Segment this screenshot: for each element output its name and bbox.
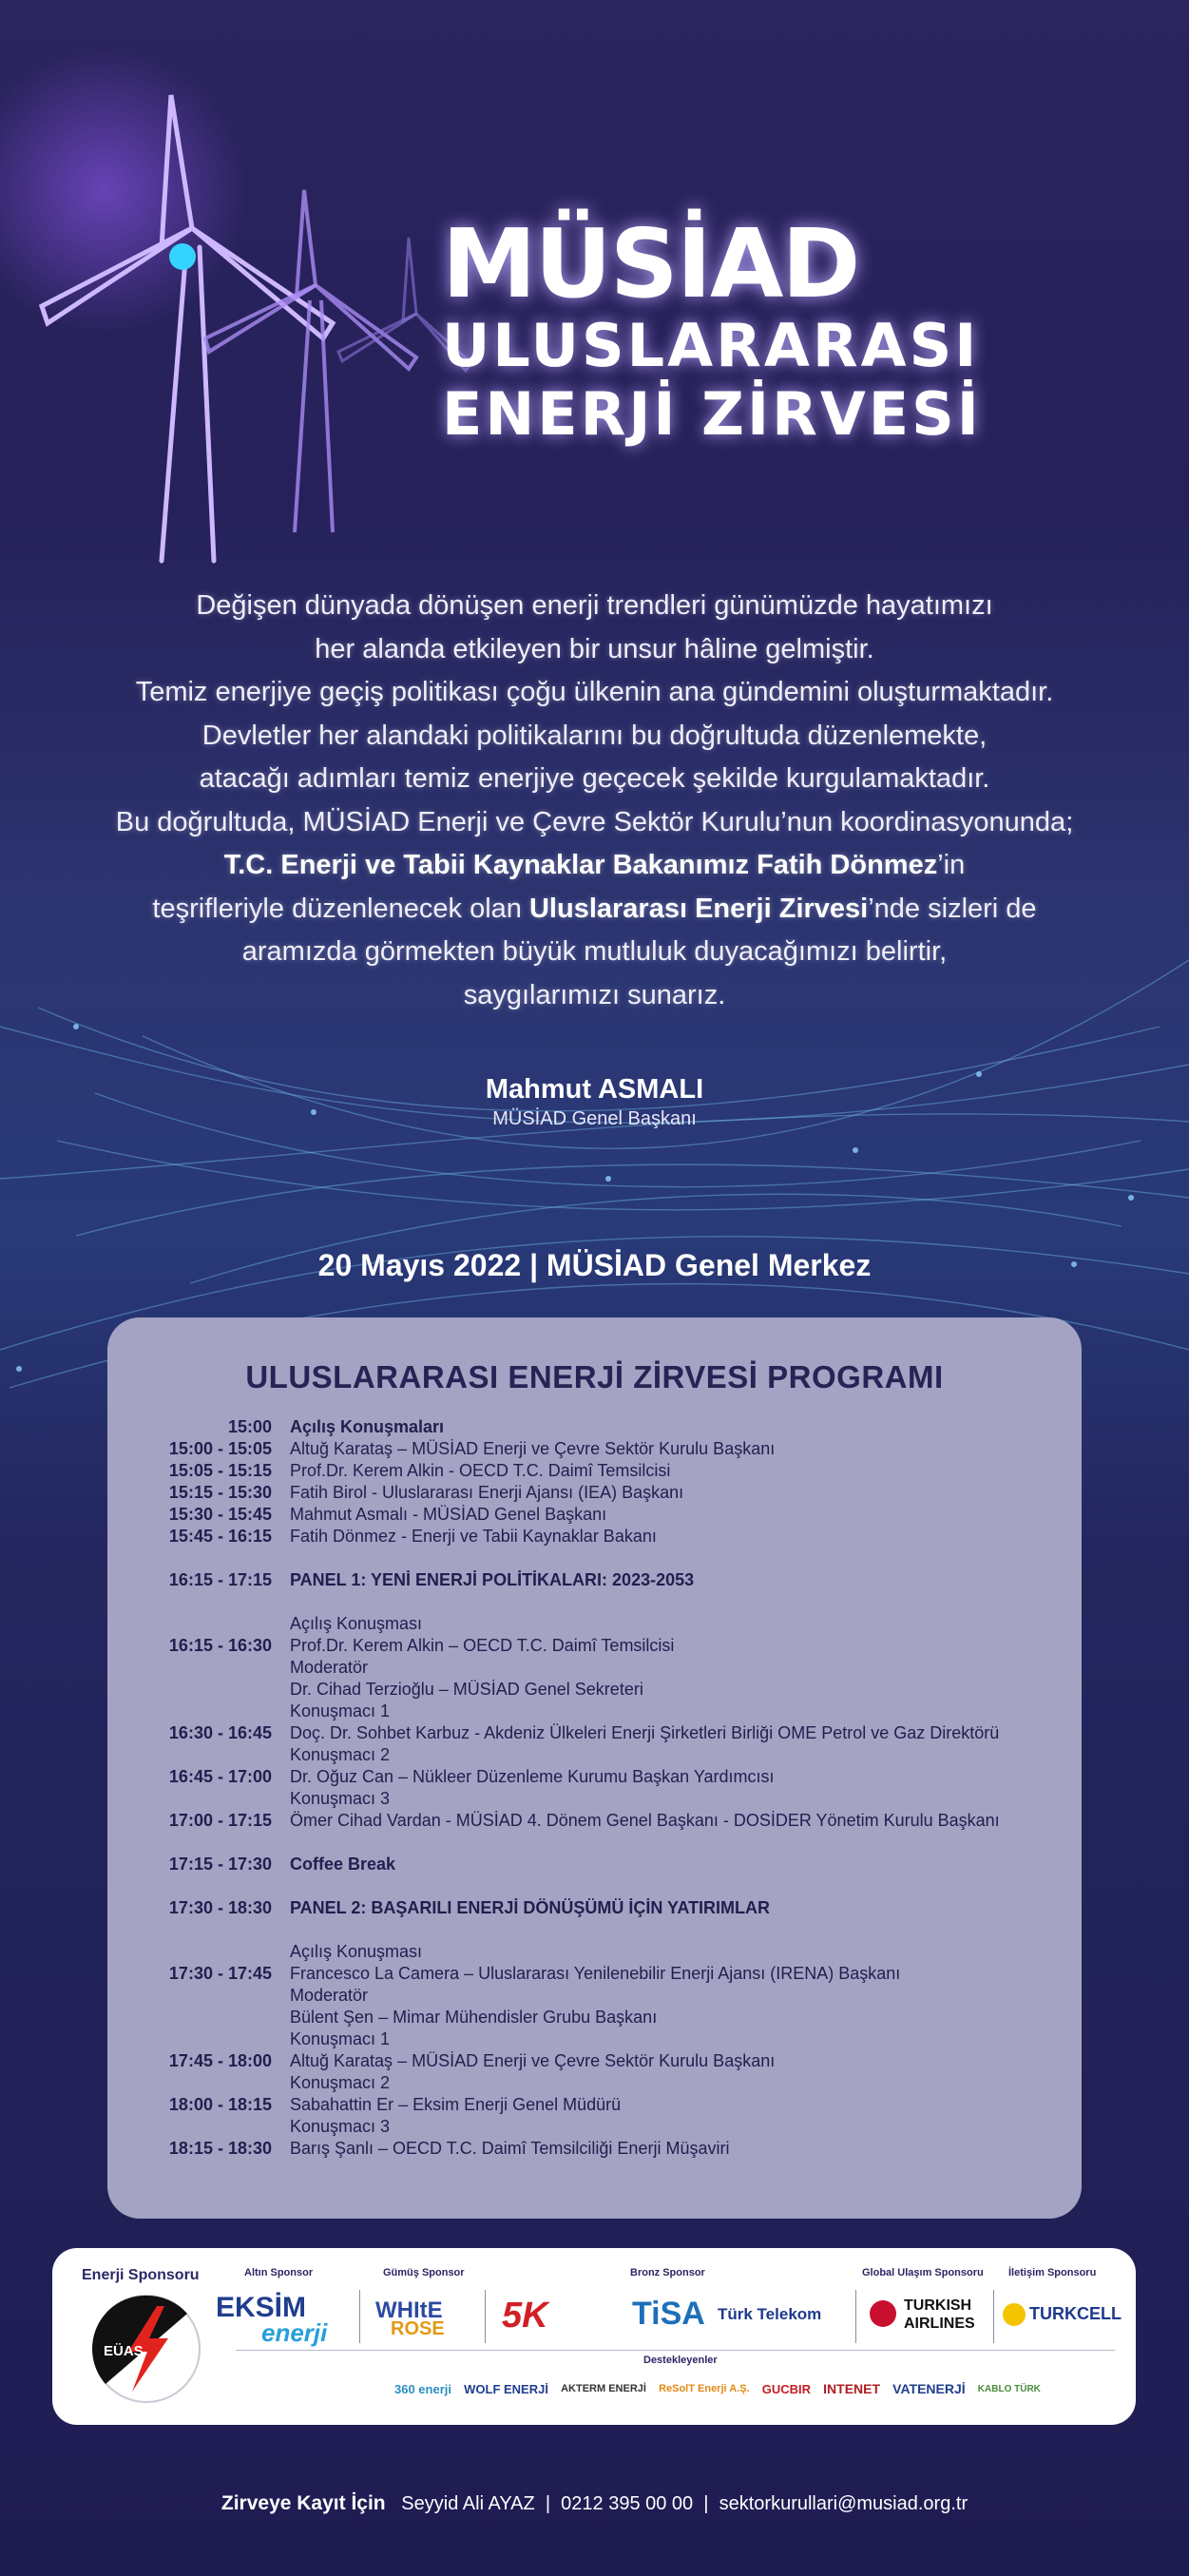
program-time: 16:15 - 17:15 (168, 1570, 272, 1589)
program-row (136, 1569, 1053, 1591)
sponsors-panel (52, 2248, 1136, 2425)
silver-sponsor-title: Gümüş Sponsor (383, 2267, 465, 2278)
supporter-logo: ReSolT Enerji A.Ş. (659, 2383, 750, 2394)
supporter-logo: AKTERM ENERJİ (561, 2383, 646, 2394)
program-item: Fatih Birol - Uluslararası Enerji Ajansı (IEA) Başkanı (290, 1483, 684, 1502)
program-item: PANEL 1: YENİ ENERJİ POLİTİKALARI: 2023-2053 (290, 1570, 695, 1589)
program-time: 16:15 - 16:30 (168, 1636, 272, 1655)
program-row (136, 1744, 1053, 1766)
turkish-airlines-logo: TURKISH (904, 2297, 972, 2314)
program-time: 17:45 - 18:00 (168, 2051, 272, 2070)
program-gap (136, 1875, 1053, 1897)
program-row (136, 1635, 1053, 1657)
program-item: Altuğ Karataş – MÜSİAD Enerji ve Çevre Sektör Kurulu Başkanı (290, 1439, 776, 1458)
divider (993, 2290, 994, 2343)
program-item: Prof.Dr. Kerem Alkin – OECD T.C. Daimî Temsilcisi (290, 1636, 675, 1655)
program-row (136, 2138, 1053, 2160)
program-item: Dr. Oğuz Can – Nükleer Düzenleme Kurumu Başkan Yardımcısı (290, 1767, 775, 1786)
program-item: Ömer Cihad Vardan - MÜSİAD 4. Dönem Genel Başkanı - DOSİDER Yönetim Kurulu Başkanı (290, 1811, 1000, 1830)
musiad-logo: MÜSİAD (442, 208, 859, 319)
intro-line: Temiz enerjiye geçiş politikası çoğu ülkenin ana gündemini oluşturmaktadır. (135, 677, 1054, 707)
program-item: Dr. Cihad Terzioğlu – MÜSİAD Genel Sekreteri (290, 1680, 643, 1699)
program-time (136, 2007, 290, 2028)
program-item: Açılış Konuşması (290, 1942, 423, 1961)
program-time (136, 1679, 290, 1701)
intro-line (57, 844, 1132, 888)
footer-label: Zirveye Kayıt İçin (221, 2492, 386, 2514)
program-item: Francesco La Camera – Uluslararası Yenilenebilir Enerji Ajansı (IRENA) Başkanı (290, 1964, 901, 1983)
program-row (136, 1460, 1053, 1482)
program-row (136, 1613, 1053, 1635)
turkcell-icon (1003, 2303, 1026, 2326)
intro-line: aramızda görmekten büyük mutluluk duyacağımızı belirtir, (241, 936, 948, 967)
program-row (136, 1679, 1053, 1701)
program-item: Açılış Konuşması (290, 1614, 423, 1633)
program-item: Fatih Dönmez - Enerji ve Tabii Kaynaklar Bakanı (290, 1527, 657, 1546)
turkish-airlines-logo-2: AIRLINES (904, 2316, 975, 2332)
intro-line (57, 888, 1132, 932)
program-item: Konuşmacı 1 (290, 2029, 391, 2048)
turkcell-logo: TURKCELL (1029, 2304, 1122, 2323)
intro-line: atacağı adımları temiz enerjiye geçecek şekilde kurgulamaktadır. (199, 763, 990, 794)
program-row (136, 1722, 1053, 1744)
divider (359, 2290, 360, 2343)
program-time: 17:30 - 17:45 (168, 1964, 272, 1983)
program-time (136, 2072, 290, 2094)
program-time: 18:00 - 18:15 (168, 2095, 272, 2114)
program-time: 17:15 - 17:30 (168, 1855, 272, 1874)
intro-line: her alanda etkileyen bir unsur hâline gelmiştir. (315, 633, 874, 664)
program-time (136, 1941, 290, 1963)
event-date-place: 20 Mayıs 2022 | MÜSİAD Genel Merkez (317, 1248, 872, 1282)
program-item: Bülent Şen – Mimar Mühendisler Grubu Başkanı (290, 2008, 658, 2027)
program-item: Mahmut Asmalı - MÜSİAD Genel Başkanı (290, 1505, 607, 1524)
turk-telekom-logo: Türk Telekom (718, 2305, 822, 2323)
supporter-logo: 360 enerji (394, 2381, 451, 2396)
program-item: Altuğ Karataş – MÜSİAD Enerji ve Çevre Sektör Kurulu Başkanı (290, 2051, 776, 2070)
program-row (136, 1657, 1053, 1679)
event-title (442, 208, 1126, 449)
signer-name: Mahmut ASMALI (485, 1074, 704, 1105)
program-row (136, 2050, 1053, 2072)
program-row (136, 1788, 1053, 1810)
program-time (136, 1701, 290, 1722)
summit-name: Uluslararası Enerji Zirvesi (528, 893, 869, 924)
program-time: 16:45 - 17:00 (168, 1767, 272, 1786)
intro-fragment: teşrifleriyle düzenlenecek olan (152, 893, 529, 924)
program-time (136, 1657, 290, 1679)
program-item: Konuşmacı 3 (290, 1789, 391, 1808)
program-gap (136, 1591, 1053, 1613)
program-row (136, 1504, 1053, 1526)
intro-fragment: ’in (937, 850, 966, 880)
wind-turbine-icon (19, 86, 475, 580)
program-row (136, 2007, 1053, 2028)
divider (236, 2350, 1115, 2351)
transport-sponsor-title: Global Ulaşım Sponsoru (862, 2267, 984, 2278)
supporters-list (394, 2381, 1041, 2396)
communication-sponsor-title: İletişim Sponsoru (1008, 2267, 1097, 2278)
program-row (136, 2116, 1053, 2138)
supporter-logo: GUCBIR (761, 2381, 812, 2396)
program-item: Moderatör (290, 1658, 369, 1677)
program-item: Sabahattin Er – Eksim Enerji Genel Müdürü (290, 2095, 622, 2114)
program-time (136, 2116, 290, 2138)
divider (855, 2290, 856, 2343)
program-gap (136, 1548, 1053, 1569)
intro-text (57, 585, 1132, 1017)
program-time: 15:15 - 15:30 (168, 1483, 272, 1502)
supporter-logo: WOLF ENERJİ (464, 2381, 548, 2396)
turkish-airlines-icon (870, 2300, 896, 2327)
program-row (136, 1854, 1053, 1875)
program-row (136, 2072, 1053, 2094)
program-row (136, 1941, 1053, 1963)
program-time: 15:00 (227, 1417, 272, 1436)
program-time (136, 1985, 290, 2007)
program-item: Konuşmacı 2 (290, 2073, 391, 2092)
footer-email-link[interactable]: sektorkurullari@musiad.org.tr (719, 2493, 968, 2514)
intro-fragment: ’nde sizleri de (868, 893, 1037, 924)
divider (485, 2290, 486, 2343)
eksim-logo: EKSİM (216, 2292, 307, 2323)
program-list (136, 1416, 1053, 2160)
supporter-logo: INTENET (823, 2381, 881, 2396)
program-time: 15:45 - 16:15 (168, 1527, 272, 1546)
program-time: 15:05 - 15:15 (168, 1461, 272, 1480)
program-gap (136, 1919, 1053, 1941)
intro-line: Bu doğrultuda, MÜSİAD Enerji ve Çevre Sektör Kurulu’nun koordinasyonunda; (115, 806, 1074, 837)
program-item: Konuşmacı 1 (290, 1701, 391, 1721)
program-time: 17:00 - 17:15 (168, 1811, 272, 1830)
euas-logo-text: EÜAŞ (104, 2343, 144, 2359)
program-row (136, 1766, 1053, 1788)
program-row (136, 1438, 1053, 1460)
bronze-sponsor-title: Bronz Sponsor (630, 2267, 705, 2278)
intro-line: saygılarımızı sunarız. (463, 979, 726, 1010)
program-item: Coffee Break (290, 1855, 396, 1874)
program-item: Doç. Dr. Sohbet Karbuz - Akdeniz Ülkeleri Enerji Şirketleri Birliği OME Petrol ve Gaz Direktörü (290, 1723, 1000, 1742)
program-row (136, 1985, 1053, 2007)
program-time: 18:15 - 18:30 (168, 2139, 272, 2158)
program-row (136, 2094, 1053, 2116)
minister-name: T.C. Enerji ve Tabii Kaynaklar Bakanımız Fatih Dönmez (223, 850, 938, 880)
program-row (136, 1482, 1053, 1504)
program-gap (136, 1832, 1053, 1854)
title-line-1: ULUSLARARASI (442, 311, 980, 380)
intro-line: Değişen dünyada dönüşen enerji trendleri günümüzde hayatımızı (196, 590, 993, 621)
energy-sponsor-title: Enerji Sponsoru (82, 2267, 200, 2283)
program-time: 16:30 - 16:45 (168, 1723, 272, 1742)
supporter-logo: KABLO TÜRK (977, 2383, 1041, 2394)
program-time: 15:30 - 15:45 (168, 1505, 272, 1524)
white-rose-logo: WHItE (375, 2297, 443, 2323)
program-panel (107, 1317, 1082, 2219)
intro-line: Devletler her alandaki politikalarını bu doğrultuda düzenlemekte, (201, 720, 988, 751)
supporters-title: Destekleyenler (643, 2355, 718, 2366)
white-rose-logo-2: ROSE (391, 2318, 445, 2339)
program-row (136, 1810, 1053, 1832)
program-row (136, 1963, 1053, 1985)
program-item: PANEL 2: BAŞARILI ENERJİ DÖNÜŞÜMÜ İÇİN YATIRIMLAR (290, 1898, 771, 1917)
title-line-2: ENERJİ ZİRVESİ (442, 379, 982, 449)
program-item: Konuşmacı 3 (290, 2117, 391, 2136)
program-title: ULUSLARARASI ENERJİ ZİRVESİ PROGRAMI (245, 1359, 944, 1394)
program-time: 15:00 - 15:05 (168, 1439, 272, 1458)
program-row (136, 1526, 1053, 1548)
program-time: 17:30 - 18:30 (168, 1898, 272, 1917)
5k-logo: 5K (502, 2296, 548, 2336)
signer-role: MÜSİAD Genel Başkanı (492, 1108, 697, 1129)
footer-phone: 0212 395 00 00 (561, 2493, 694, 2514)
eksim-enerji-logo: enerji (261, 2318, 328, 2347)
program-item: Açılış Konuşmaları (290, 1417, 445, 1436)
signature (0, 1072, 1189, 1131)
program-row (136, 1416, 1053, 1438)
program-row (136, 1897, 1053, 1919)
program-time (136, 1613, 290, 1635)
program-row (136, 2028, 1053, 2050)
supporter-logo: VATENERJİ (892, 2381, 966, 2396)
tisa-logo: TiSA (632, 2296, 705, 2332)
program-time (136, 1788, 290, 1810)
program-item: Prof.Dr. Kerem Alkin - OECD T.C. Daimî Temsilcisi (290, 1461, 671, 1480)
program-item: Moderatör (290, 1986, 369, 2005)
program-time (136, 1744, 290, 1766)
program-row (136, 1701, 1053, 1722)
gold-sponsor-title: Altın Sponsor (244, 2267, 314, 2278)
program-item: Barış Şanlı – OECD T.C. Daimî Temsilciliği Enerji Müşaviri (290, 2139, 730, 2158)
registration-footer: Zirveye Kayıt İçin Seyyid Ali AYAZ | 0212 395 00 00 | sektorkurullari@musiad.org.tr (221, 2492, 968, 2514)
program-time (136, 2028, 290, 2050)
program-item: Konuşmacı 2 (290, 1745, 391, 1764)
footer-contact: Seyyid Ali AYAZ (401, 2493, 535, 2514)
